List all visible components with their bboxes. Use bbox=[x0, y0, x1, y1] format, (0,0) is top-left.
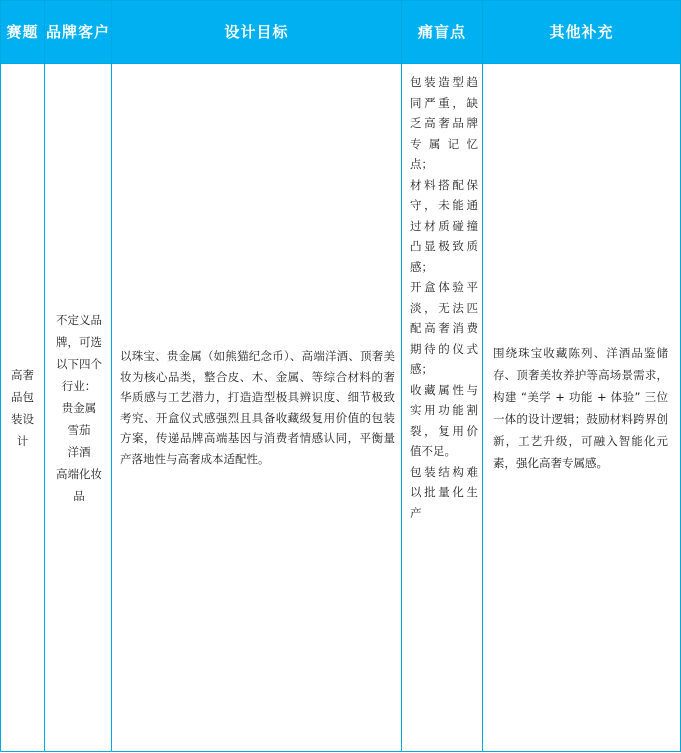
header-pain-label: 痛盲点 bbox=[417, 22, 466, 41]
cell-goal bbox=[112, 64, 402, 752]
header-goal-label: 设计目标 bbox=[224, 22, 289, 41]
goal-text: 以珠宝、贵金属（如熊猫纪念币）、高端洋酒、顶奢美妆为核心品类，整合皮、木、金属、等综合材料的奢华质感与工艺潜力，打造造型极具辨识度、细节极致考究、开盒仪式感强烈且具备收藏级复用价值的包装方案，传递品牌高端基因与消费者情感认同，平衡量产落地性与高奢成本适配性。 bbox=[120, 349, 395, 466]
header-topic-label: 赛题 bbox=[6, 22, 39, 41]
header-extra-label: 其他补充 bbox=[549, 22, 614, 41]
cell-topic bbox=[1, 64, 45, 752]
pain-text: 包装造型趋同严重，缺乏高奢品牌专属记忆点； 材料搭配保守，未能通过材质碰撞凸显极致质感； 开盒体验平淡，无法匹配高奢消费期待的仪式感； 收藏属性与实用功能割裂，复用价值不足。 包装结构难以批量化生产 bbox=[410, 75, 478, 520]
header-row bbox=[1, 1, 681, 64]
header-client-label: 品牌客户 bbox=[45, 22, 110, 41]
topic-text: 高奢品包装设计 bbox=[11, 367, 34, 448]
client-text: 不定义品牌，可选以下四个行业： 贵金属 雪茄 洋酒 高端化妆品 bbox=[56, 312, 102, 503]
header-pain bbox=[402, 1, 483, 64]
cell-pain bbox=[402, 64, 483, 752]
header-goal bbox=[112, 1, 402, 64]
header-client bbox=[45, 1, 112, 64]
header-extra bbox=[483, 1, 681, 64]
extra-text: 围绕珠宝收藏陈列、洋酒品鉴储存、顶奢美妆养护等高场景需求，构建 “美学 + 功能 + 体验” 三位一体的设计逻辑；鼓励材料跨界创新，工艺升级，可融入智能化元素，强化高奢专属感。 bbox=[493, 345, 668, 470]
table-row bbox=[1, 64, 681, 752]
cell-client bbox=[45, 64, 112, 752]
cell-extra bbox=[483, 64, 681, 752]
header-topic bbox=[1, 1, 45, 64]
